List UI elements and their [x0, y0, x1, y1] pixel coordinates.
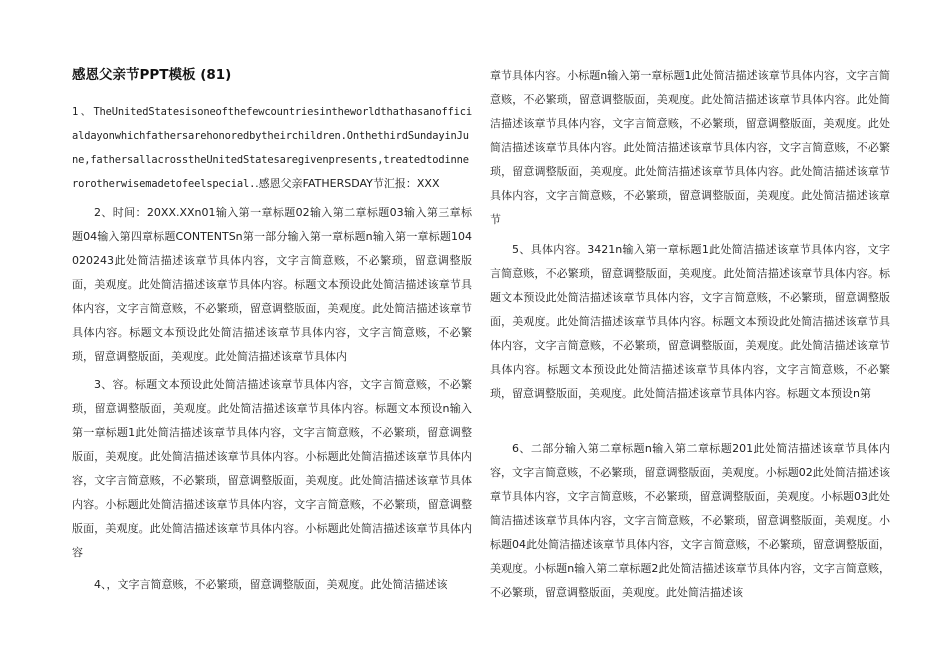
paragraph-6: 6、二部分输入第二章标题n输入第二章标题201此处简洁描述该章节具体内容，文字言简意赅，不必繁琐，留意调整版面，美观度。小标题02此处简洁描述该章节具体内容，文字言简意赅，不必繁琐，留意调整版面，美观度。小标题03此处简洁描述该章节具体内容，文字言简意赅，不必繁琐，留意调整版面，美观度。小标题04此处简洁描述该章节具体内容，文字言简意赅，不必繁琐，留意调整版面，美观度。小标题n输入第二章标题2此处简洁描述该章节具体内容，文字言简意赅，不必繁琐，留意调整版面，美观度。此处简洁描述该	[490, 442, 890, 599]
paragraph-4: 4、，文字言简意赅，不必繁琐，留意调整版面，美观度。此处简洁描述该	[94, 578, 448, 591]
paragraph-5: 5、具体内容。3421n输入第一章标题1此处简洁描述该章节具体内容，文字言简意赅，不必繁琐，留意调整版面，美观度。此处简洁描述该章节具体内容。标题文本预设此处简洁描述该章节具体内容，文字言简意赅，不必繁琐，留意调整版面，美观度。此处简洁描述该章节具体内容。标题文本预设此处简洁描述该章节具体内容，文字言简意赅，不必繁琐，留意调整版面，美观度。此处简洁描述该章节具体内容。标题文本预设此处简洁描述该章节具体内容，文字言简意赅，不必繁琐，留意调整版面，美观度。此处简洁描述该章节具体内容。标题文本预设n第	[490, 243, 890, 400]
paragraph-2: 2、时间：20XX.XXn01输入第一章标题02输入第二章标题03输入第三章标题04输入第四章标题CONTENTSn第一部分输入第一章标题n输入第一章标题104020243此处简洁描述该章节具体内容，文字言简意赅，不必繁琐，留意调整版面，美观度。此处简洁描述该章节具体内容。标题文本预设此处简洁描述该章节具体内容，文字言简意赅，不必繁琐，留意调整版面，美观度。此处简洁描述该章节具体内容。标题文本预设此处简洁描述该章节具体内容，文字言简意赅，不必繁琐，留意调整版面，美观度。此处简洁描述该章节具体内	[72, 206, 472, 363]
document-title: 感恩父亲节PPT模板 (81)	[72, 67, 232, 83]
paragraph-1-english: 1、TheUnitedStatesisoneofthefewcountriesintheworldthathasanofficialdayonwhichfathersarehonoredbytheirchildren.OnthethirdSundayinJune,fathersallacrosstheUnitedStatesaregivenpresents,treatedtodinnerorotherwisemadetofeelspecial.	[72, 106, 472, 190]
paragraph-1-chinese: .感恩父亲FATHERSDAY节汇报：XXX	[255, 177, 440, 190]
paragraph-4-continued: 章节具体内容。小标题n输入第一章标题1此处简洁描述该章节具体内容，文字言简意赅，不必繁琐，留意调整版面，美观度。此处简洁描述该章节具体内容。此处简洁描述该章节具体内容，文字言简意赅，不必繁琐，留意调整版面，美观度。此处简洁描述该章节具体内容。此处简洁描述该章节具体内容，文字言简意赅，不必繁琐，留意调整版面，美观度。此处简洁描述该章节具体内容。此处简洁描述该章节具体内容，文字言简意赅，不必繁琐，留意调整版面，美观度。此处简洁描述该章节	[490, 69, 890, 226]
paragraph-3: 3、容。标题文本预设此处简洁描述该章节具体内容，文字言简意赅，不必繁琐，留意调整版面，美观度。此处简洁描述该章节具体内容。标题文本预设n输入第一章标题1此处简洁描述该章节具体内容，文字言简意赅，不必繁琐，留意调整版面，美观度。此处简洁描述该章节具体内容。小标题此处简洁描述该章节具体内容，文字言简意赅，不必繁琐，留意调整版面，美观度。此处简洁描述该章节具体内容。小标题此处简洁描述该章节具体内容，文字言简意赅，不必繁琐，留意调整版面，美观度。此处简洁描述该章节具体内容。小标题此处简洁描述该章节具体内容	[72, 378, 472, 559]
paragraph-1	[72, 100, 472, 196]
